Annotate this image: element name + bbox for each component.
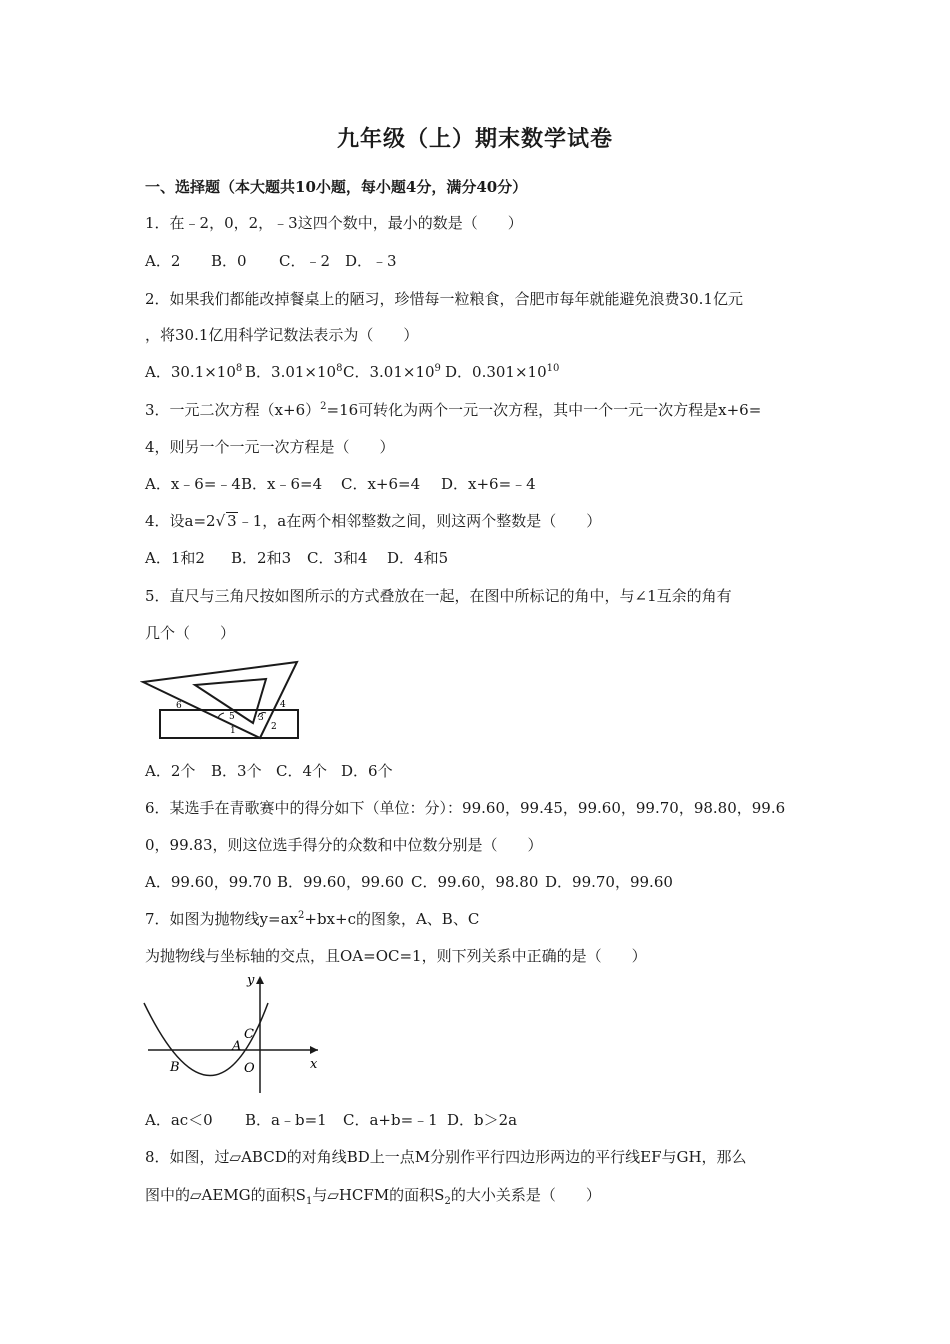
q3-option-c: C．x+6=4: [341, 475, 421, 493]
q1-stem: 1．在﹣2，0，2，﹣3这四个数中，最小的数是（ ）: [145, 214, 523, 232]
sqrt-radicand: 3: [227, 512, 237, 530]
q5-stem-line1: 5．直尺与三角尺按如图所示的方式叠放在一起，在图中所标记的角中，与∠1互余的角有: [145, 587, 732, 605]
fig-label-6: 6: [176, 701, 182, 711]
q4-option-a: A．1和2: [145, 549, 205, 567]
point-c-label: C: [244, 1027, 254, 1042]
fig-label-1: 1: [230, 726, 236, 736]
q5-option-a: A．2个: [145, 762, 196, 780]
q4-option-d: D．4和5: [387, 549, 449, 567]
q7-option-a: A．ac＜0: [145, 1111, 213, 1129]
page-title: 九年级（上）期末数学试卷: [336, 126, 613, 152]
q1-option-a: A．2: [145, 252, 181, 270]
q3-stem-line2: 4，则另一个一元一次方程是（ ）: [145, 438, 395, 456]
q6-stem-line2: 0，99.83，则这位选手得分的众数和中位数分别是（ ）: [145, 836, 543, 854]
q5-option-c: C．4个: [276, 762, 328, 780]
q6-option-c: C．99.60，98.80: [411, 873, 539, 891]
q3-option-a: A．x﹣6=﹣4: [145, 475, 241, 493]
q2-option-b: B．$3.01\times 10^8$: [245, 363, 343, 381]
q5-option-b: B．3个: [211, 762, 262, 780]
q6-option-a: A．99.60，99.70: [145, 873, 272, 891]
x-axis-arrow: [310, 1046, 318, 1054]
q2-option-a: A．$30.1\times 10^8$: [145, 363, 243, 381]
q8-stem-line2: 图中的▱AEMG的面积$S_1$与▱HCFM的面积$S_2$的大小关系是（ ）: [145, 1186, 601, 1207]
q4-options: [145, 547, 448, 568]
q2-stem-line1: 2．如果我们都能改掉餐桌上的陋习，珍惜每一粒粮食，合肥市每年就能避免浪费30.1亿元: [145, 290, 743, 308]
q7-figure-parabola: [138, 968, 328, 1098]
q3-stem-line1: 3．一元二次方程$(x+6)^2=16$可转化为两个一元一次方程，其中一个一元一次方程是x+6=: [145, 401, 762, 419]
q6-option-b: B．99.60，99.60: [277, 873, 404, 891]
origin-label: O: [244, 1061, 255, 1076]
q5-figure-ruler-triangle: [140, 655, 305, 745]
q3-option-d: D．x+6=﹣4: [441, 475, 536, 493]
q3-options: [145, 473, 536, 494]
y-axis-arrow: [256, 976, 264, 984]
q7-option-b: B．a﹣b=1: [245, 1111, 327, 1129]
fig-label-2: 2: [271, 722, 277, 732]
q7-option-c: C．a+b=﹣1: [343, 1111, 438, 1129]
q1-option-d: D．﹣3: [345, 252, 397, 270]
q6-stem-line1: 6．某选手在青歌赛中的得分如下（单位：分）：99.60，99.45，99.60，99.70，98.80，99.6: [145, 799, 786, 817]
q8-stem-line1: 8．如图，过▱ABCD的对角线BD上一点M分别作平行四边形两边的平行线EF与GH，那么: [145, 1148, 747, 1166]
q7-stem-line1: 7．如图为抛物线$y=ax^2+bx+c$的图象，A、B、C: [145, 910, 480, 928]
q2-option-d: D．$0.301\times 10^{10}$: [445, 363, 560, 381]
q7-options: [145, 1109, 517, 1130]
point-a-label: A: [232, 1039, 242, 1054]
q5-option-d: D．6个: [341, 762, 393, 780]
q1-option-c: C．﹣2: [279, 252, 331, 270]
y-axis-label: y: [247, 973, 255, 988]
q2-options: [145, 361, 559, 382]
q4-option-b: B．2和3: [231, 549, 292, 567]
x-axis-label: x: [310, 1057, 318, 1072]
q3-option-b: B．x﹣6=4: [241, 475, 323, 493]
fig-label-5: 5: [229, 712, 235, 722]
section-heading: 一、选择题（本大题共10小题，每小题4分，满分40分）: [145, 178, 528, 196]
q4-stem: 4．设a=2√ 3﹣1，a在两个相邻整数之间，则这两个整数是（ ）: [145, 512, 602, 530]
sqrt-symbol: √: [215, 512, 226, 530]
q7-option-d: D．b＞2a: [447, 1111, 518, 1129]
q1-options: [145, 250, 397, 271]
q6-option-d: D．99.70，99.60: [545, 873, 673, 891]
q1-option-b: B．0: [211, 252, 247, 270]
fig-label-4: 4: [280, 700, 286, 710]
q7-stem-line2: 为抛物线与坐标轴的交点，且OA=OC=1，则下列关系中正确的是（ ）: [145, 947, 647, 965]
q6-options: [145, 871, 673, 892]
q2-stem-line2: ，将30.1亿用科学记数法表示为（ ）: [145, 326, 419, 344]
q5-stem-line2: 几个（ ）: [145, 624, 236, 642]
point-b-label: B: [170, 1060, 180, 1075]
q5-options: [145, 760, 393, 781]
q4-option-c: C．3和4: [307, 549, 368, 567]
q2-option-c: C．$3.01\times 10^9$: [343, 363, 441, 381]
fig-label-3: 3: [258, 713, 264, 723]
